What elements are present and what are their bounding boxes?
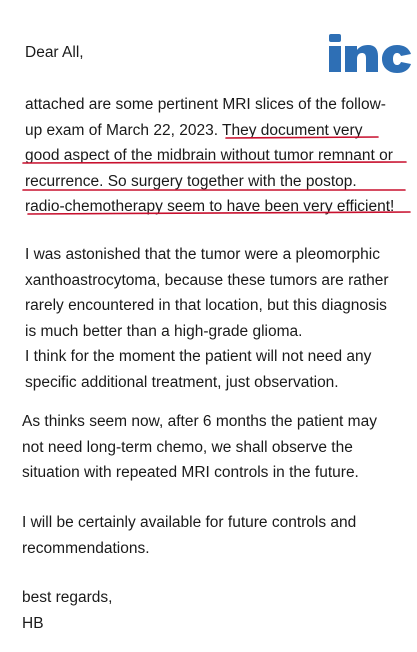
text-line: rarely encountered in that location, but this diagnosis (25, 297, 387, 314)
text-line: As thinks seem now, after 6 months the patient may (22, 413, 377, 430)
text-line: I think for the moment the patient will not need any (25, 348, 372, 365)
text-line: situation with repeated MRI controls in the future. (22, 464, 359, 481)
text-line: recurrence. So surgery together with the postop. (25, 172, 357, 190)
text-line: attached are some pertinent MRI slices of the follow- (25, 96, 386, 113)
paragraph-diagnosis (25, 242, 389, 395)
inc-logo (328, 32, 412, 74)
paragraph-mri-results (25, 92, 394, 220)
closing: best regards, (22, 589, 113, 606)
text-line: I was astonished that the tumor were a pleomorphic (25, 246, 380, 263)
text-line-plain: up exam of March 22, 2023. (25, 121, 223, 139)
text-line: is much better than a high-grade glioma. (25, 322, 303, 340)
paragraph-availability (22, 510, 356, 561)
closing-block (22, 585, 112, 636)
text-line: I will be certainly available for future controls and (22, 514, 357, 531)
text-line: not need long-term chemo, we shall observe the (22, 438, 353, 456)
text-line: good aspect of the midbrain without tumor remnant or (25, 147, 393, 164)
paragraph-outlook (22, 409, 377, 486)
signature: HB (22, 614, 44, 632)
text-line: radio-chemotherapy seem to have been very efficient! (25, 198, 395, 215)
text-line: xanthoastrocytoma, because these tumors are rather (25, 271, 389, 289)
text-line: recommendations. (22, 539, 150, 557)
text-line (25, 118, 394, 144)
text-line-marked: They document very (222, 121, 363, 139)
text-line: specific additional treatment, just observation. (25, 373, 339, 391)
inc-logo-graphic (328, 32, 412, 74)
greeting: Dear All, (25, 44, 84, 61)
